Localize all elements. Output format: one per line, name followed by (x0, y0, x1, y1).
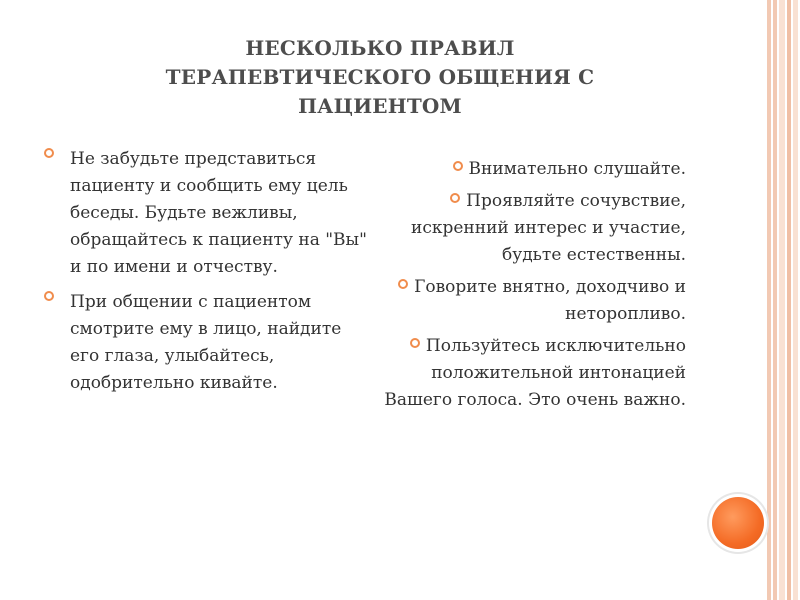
right-bullet-list (378, 156, 686, 419)
ring-bullet-icon (44, 291, 54, 301)
ring-bullet-icon (44, 148, 54, 158)
list-item-text: Внимательно слушайте. (468, 159, 686, 179)
list-item (378, 188, 686, 269)
list-item-text: При общении с пациентом смотрите ему в лицо, найдите его глаза, улыбайтесь, одобрительно кивайте. (70, 292, 342, 393)
stripe (779, 0, 785, 600)
slide-title: НЕСКОЛЬКО ПРАВИЛ ТЕРАПЕВТИЧЕСКОГО ОБЩЕНИЯ С ПАЦИЕНТОМ (165, 36, 595, 118)
ring-bullet-icon (398, 279, 408, 289)
list-item-text: Пользуйтесь исключительно положительной интонацией Вашего голоса. Это очень важно. (384, 336, 686, 410)
list-item (70, 146, 370, 281)
list-item-text: Говорите внятно, доходчиво и неторопливо. (414, 277, 686, 324)
ring-bullet-icon (450, 193, 460, 203)
list-item (70, 289, 370, 397)
ring-bullet-icon (410, 338, 420, 348)
stripe (787, 0, 791, 600)
decorative-stripes (764, 0, 800, 600)
stripe (767, 0, 771, 600)
stripe (773, 0, 777, 600)
list-item (378, 274, 686, 328)
list-item (378, 156, 686, 183)
orange-circle-decoration (712, 497, 764, 549)
list-item-text: Проявляйте сочувствие, искренний интерес и участие, будьте естественны. (411, 191, 686, 265)
stripe (793, 0, 798, 600)
list-item-text: Не забудьте представиться пациенту и сообщить ему цель беседы. Будьте вежливы, обращайтесь к пациенту на "Вы" и по имени и отчеству. (70, 149, 367, 277)
left-bullet-list (70, 146, 370, 405)
ring-bullet-icon (453, 161, 463, 171)
list-item (378, 333, 686, 414)
